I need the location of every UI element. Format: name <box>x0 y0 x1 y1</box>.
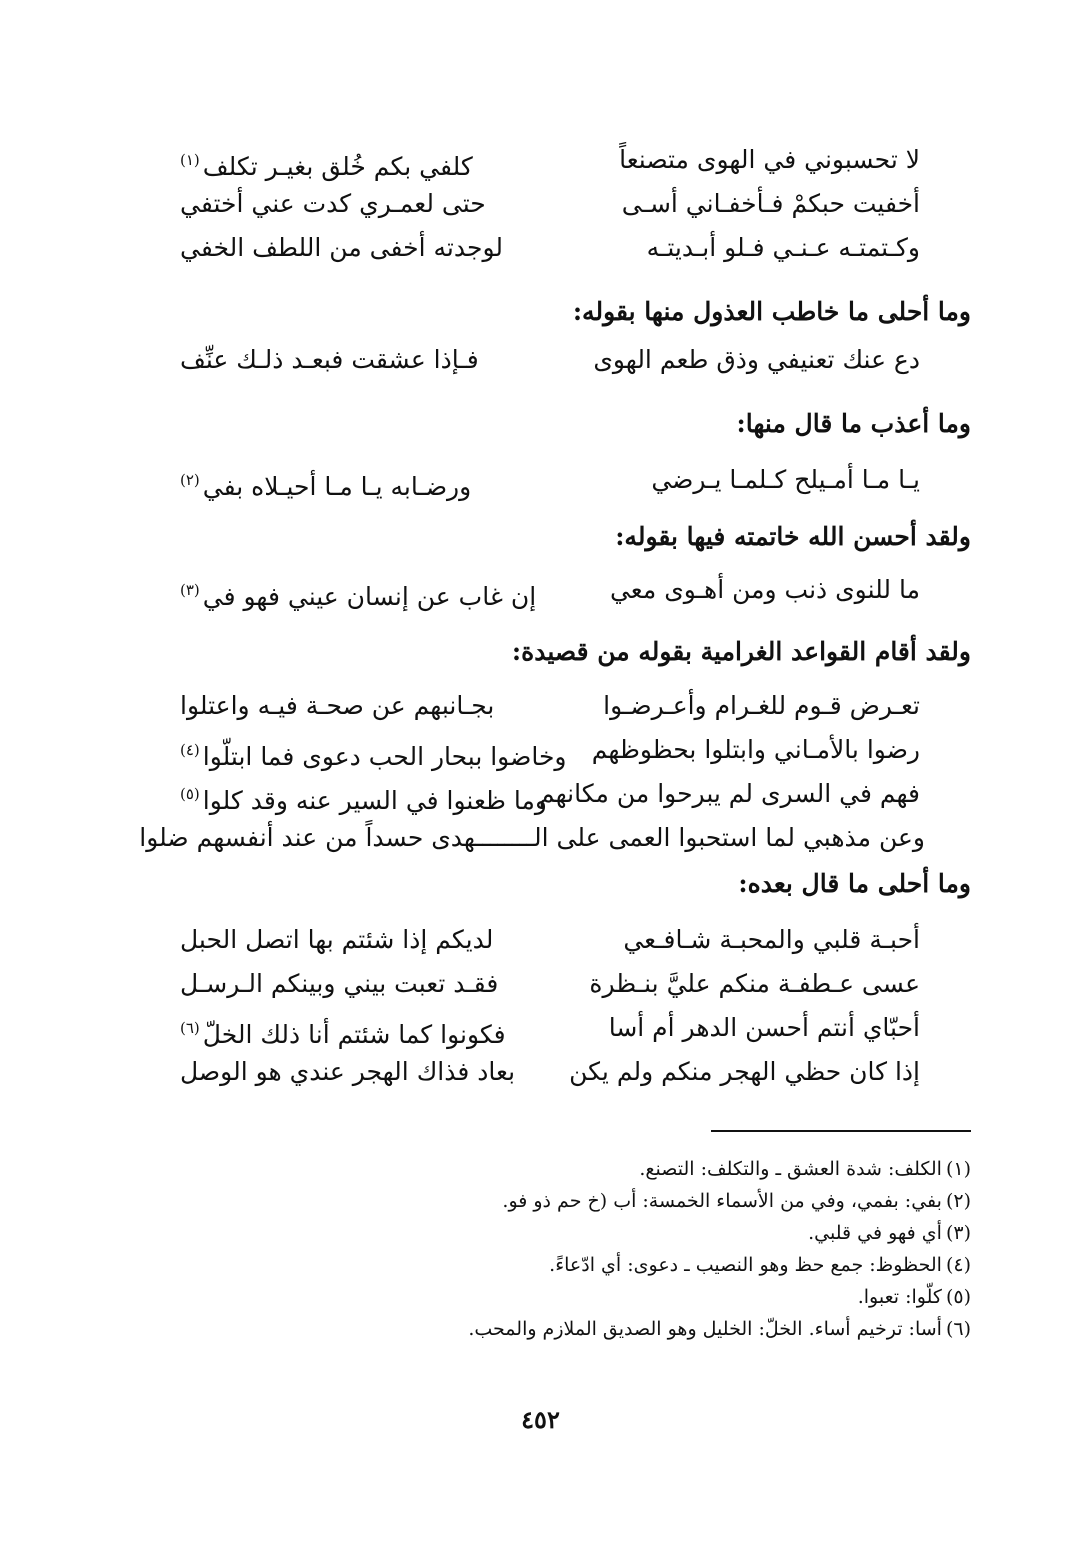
footnote-ref: (١) <box>180 151 200 169</box>
verse-first-hemistich: رضوا بالأمـاني وابتلوا بحظوظهم <box>591 735 920 764</box>
verse-line <box>150 138 920 182</box>
hemistich-text: فكونوا كما شئتم أنا ذلك الخلّ <box>202 1020 506 1049</box>
verse-full-line: وعن مذهبي لما استحبوا العمى على الــــــــهدى حسداً من عند أنفسهم ضلوا <box>139 823 925 852</box>
footnote-number: (٣) <box>945 1222 971 1244</box>
hemistich-text: ورضـابه يـا مـا أحيـلاه بفي <box>202 472 472 501</box>
footnote-ref: (٦) <box>180 1019 200 1037</box>
verse-second-hemistich: بعاد فذاك الهجر عندي هو الوصل <box>180 1057 516 1086</box>
footnote <box>151 1281 971 1313</box>
footnote-number: (٢) <box>945 1190 971 1212</box>
verse-line <box>150 728 920 772</box>
verse-second-hemistich: بجـانبهم عن صحـة فيـه واعتلوا <box>180 691 495 720</box>
verse-line <box>150 772 920 816</box>
footnote <box>151 1249 971 1281</box>
intro-line: وما أحلى ما خاطب العذول منها بقوله: <box>572 297 971 326</box>
footnote-ref: (٤) <box>180 741 200 759</box>
hemistich-text: وخاضوا ببحار الحب دعوى فما ابتلّوا <box>202 742 567 771</box>
page-number: ٤٥٢ <box>521 1405 560 1434</box>
verse-first-hemistich: إذا كان حظي الهجر منكم ولم يكن <box>569 1057 920 1086</box>
verse-first-hemistich: أحبّاي أنتم أحسن الدهر أم أسا <box>608 1013 920 1042</box>
footnote-number: (١) <box>945 1158 971 1180</box>
verse-first-hemistich: أحبـة قلبي والمحبـة شـافـعي <box>623 925 920 954</box>
footnote <box>151 1153 971 1185</box>
verse-second-hemistich <box>180 568 536 619</box>
intro-line: ولقد أحسن الله خاتمته فيها بقوله: <box>615 522 971 551</box>
intro-line: ولقد أقام القواعد الغرامية بقوله من قصيدة: <box>511 637 971 666</box>
verse-line <box>150 1006 920 1050</box>
verse-line <box>150 962 920 1006</box>
footnote-divider <box>711 1130 971 1132</box>
verse-first-hemistich: فهم في السرى لم يبرحوا من مكانهم <box>538 779 920 808</box>
footnote-text: كلّوا: تعبوا. <box>857 1286 942 1308</box>
footnote <box>151 1313 971 1345</box>
verse-second-hemistich: حتى لعمـري كدت عني أختفي <box>180 189 486 218</box>
verse-line <box>150 182 920 226</box>
footnote-number: (٤) <box>945 1254 971 1276</box>
verse-first-hemistich: لا تحسبوني في الهوى متصنعاً <box>619 145 920 174</box>
verse-second-hemistich: لوجدته أخفى من اللطف الخفي <box>180 233 503 262</box>
verse-line <box>150 338 920 382</box>
footnotes <box>151 1153 971 1345</box>
verse-first-hemistich: عسى عـطفـة منكم عليَّ بنـظرة <box>589 969 920 998</box>
verse-line <box>150 458 920 502</box>
footnote-ref: (٣) <box>180 581 200 599</box>
verse-first-hemistich: وكـتمتـه عـنـي فـلو أبـديتـه <box>646 233 920 262</box>
verse-first-hemistich: يـا مـا أمـيلح كـلمـا يـرضي <box>651 465 920 494</box>
hemistich-text: وما ظعنوا في السير عنه وقد كلوا <box>202 786 547 815</box>
verse-second-hemistich: فـإذا عشقت فبعـد ذلـك عنِّف <box>180 345 479 374</box>
verse-line <box>150 918 920 962</box>
verse-second-hemistich <box>180 458 471 509</box>
intro-line: وما أعذب ما قال منها: <box>736 409 971 438</box>
verse-line <box>150 684 920 728</box>
footnote-ref: (٢) <box>180 471 200 489</box>
hemistich-text: كلفي بكم خُلق بغيـر تكلف <box>202 152 473 181</box>
footnote-text: أسا: ترخيم أساء. الخلّ: الخليل وهو الصديق الملازم والمحب. <box>468 1318 942 1340</box>
verse-second-hemistich: فقـد تعبت بيني وبينكم الـرسـل <box>180 969 499 998</box>
footnote <box>151 1185 971 1217</box>
footnote-number: (٦) <box>945 1318 971 1340</box>
verse-first-hemistich: ما للنوى ذنب ومن أهـوى معي <box>609 575 920 604</box>
verse-first-hemistich: أخفيت حبكمْ فـأخفـاني أسـى <box>621 189 920 218</box>
footnote-text: بفي: بفمي، وفي من الأسماء الخمسة: أب (خ حم ذو فو. <box>502 1190 942 1212</box>
footnote-text: الكلف: شدة العشق ـ والتكلف: التصنع. <box>639 1158 942 1180</box>
verse-line-full <box>139 816 925 860</box>
footnote-ref: (٥) <box>180 785 200 803</box>
footnote-number: (٥) <box>945 1286 971 1308</box>
verse-second-hemistich: لديكم إذا شئتم بها اتصل الحبل <box>180 925 494 954</box>
footnote <box>151 1217 971 1249</box>
footnote-text: أي فهو في قلبي. <box>808 1222 942 1244</box>
footnote-text: الحظوظ: جمع حظ وهو النصيب ـ دعوى: أي ادّعاءً. <box>549 1254 942 1276</box>
verse-line <box>150 1050 920 1094</box>
intro-line: وما أحلى ما قال بعده: <box>738 869 971 898</box>
verse-line <box>150 568 920 612</box>
verse-first-hemistich: دع عنك تعنيفي وذق طعم الهوى <box>593 345 920 374</box>
verse-first-hemistich: تعـرض قـوم للغـرام وأعـرضـوا <box>603 691 920 720</box>
verse-line <box>150 226 920 270</box>
hemistich-text: إن غاب عن إنسان عيني فهو في <box>202 582 537 611</box>
